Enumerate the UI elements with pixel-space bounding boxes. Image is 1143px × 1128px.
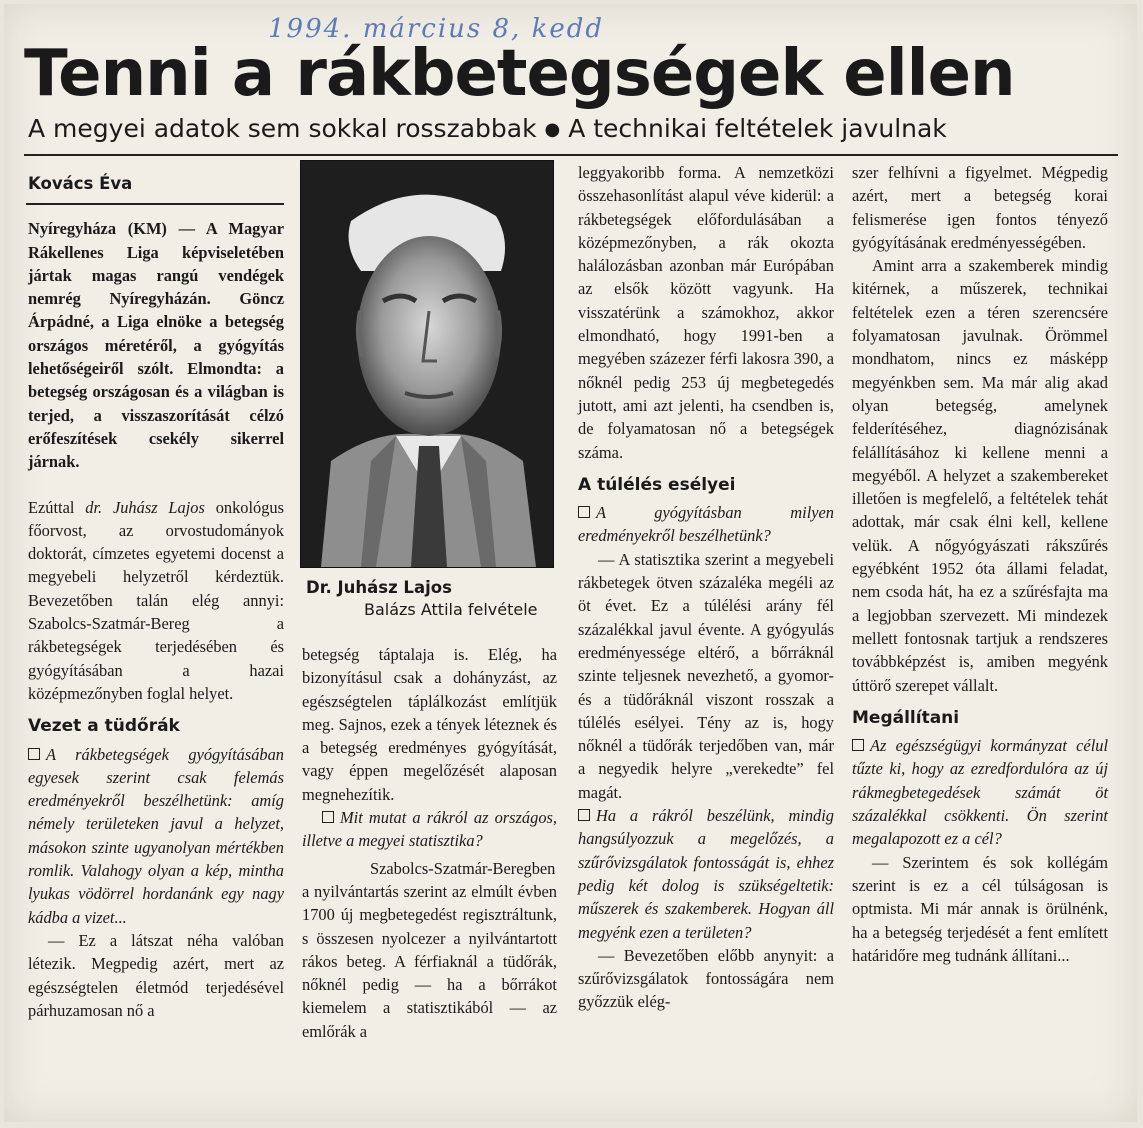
answer-4c: Amint arra a szakemberek mindig kitérnek, a műszerek, technikai feltételek ezen a téren szerencsére folyamatosan javulnak. Örömmel mondhatom, nincs ez másképp megyénkben sem. Ma már alig akad olyan betegség, amelynek felderítéséhez, diagnózisának felállításához ki kellene menni a megyéből. A helyzet a szakembereket illetően is megfelelő, a feltételek tehát adottak, már csak élni kell, kellene velük. A nőgyógyászati rákszűrés egyébként 1952 óta állami feladat, nem csoda hát, ha ez a szűrésfajta ma a legjobban szervezett. Mi mindezek mellett fontosnak tartjuk a rendszeres továbbképzést is, amiben megyénk úttörő szerepet vállalt. — [852, 256, 1108, 695]
portrait-image — [301, 161, 553, 567]
photo-caption-name: Dr. Juhász Lajos — [306, 578, 452, 597]
lead-paragraph: Nyíregyháza (KM) — A Magyar Rákellenes Liga képviseletében jártak magas rangú vendégek nemrég Nyíregyházán. Göncz Árpádné, a Liga elnöke a betegség országos méretéről, a gyógyítás lehetőségeiről szólt. Elmondta: a betegség országosan és a világban is terjed, a visszaszorítását célzó erőfeszítések csekély sikerrel járnak. — [28, 219, 284, 472]
section-title-1: Vezet a tüdőrák — [28, 716, 180, 737]
question-box-icon — [578, 506, 590, 518]
intro-pre: Ezúttal — [28, 497, 86, 517]
question-box-icon — [28, 748, 40, 760]
column-1 — [28, 172, 284, 1022]
column-2 — [302, 643, 557, 1043]
intro-post: onkológus főorvost, az orvostudományok doktorát, címzetes egyetemi docenst a megyebeli helyzetről kérdeztük. Bevezetőben talán elég annyi: Szabolcs-Szatmár-Bereg a rákbetegségek terjedésében és gyógyításában a hazai középmezőnyben foglal helyet. — [28, 497, 284, 703]
answer-5: — Szerintem és sok kollégám szerint is ez a cél túlságosan is optmista. Mi már annak is örülnénk, ha a betegség terjedését a fent említett határidőre meg tudnánk állítani... — [852, 852, 1108, 965]
question-2-text: Mit mutat a rákról az országos, illetve a megyei statisztika? — [302, 808, 557, 851]
question-1-text: A rákbetegségek gyógyításában egyesek szerint csak felemás eredményekről beszélhetünk: amíg némely területeken javul a helyzet, másokon szinte ugyanolyan mértékben romlik. Valahogy olyan a kép, mintha lyukas vödörrel hordanánk egy nagy kádba a vizet... — [28, 744, 284, 927]
answer-2a: Szabolcs-Szatmár-Beregben a nyilvántartás szerint az elmúlt évben 1700 új megbetegedést regisztráltunk, s összesen nyolcezer a nyilvántartott rákos beteg. A férfiaknál a tüdőrák, nőknél pedig — ha a bőrrákot kiemelem a statisztikából — az emlőrák a — [302, 858, 557, 1041]
subheadline — [28, 114, 947, 143]
intro-paragraph — [28, 496, 284, 706]
answer-2b: leggyakoribb forma. A nemzetközi összehasonlítást alapul véve kiderül: a rákbetegségek előfordulásában a középmezőnyben, a rák okozta halálozásban azonban már Európában az elsők között vagyunk. Ha visszatérünk a számokhoz, akkor elmondható, hogy 1991-ben a megyében százezer férfi lakosra 390, a nőknél pedig 253 új megbetegedés jutott, ami azt jelenti, ha csendben is, de folyamatosan nő a betegségek száma. — [578, 163, 834, 462]
question-box-icon — [852, 739, 864, 751]
column-4 — [852, 161, 1108, 967]
answer-4b: szer felhívni a figyelmet. Mégpedig azért, mert a betegség korai felismerése igen fontos tényező gyógyításának eredményességében. — [852, 163, 1108, 252]
answer-1a: — Ez a látszat néha valóban létezik. Megpedig azért, mert az egészségtelen életmód terjedésével párhuzamosan nő a — [28, 930, 284, 1020]
subheadline-part2: A technikai feltételek javulnak — [568, 114, 947, 143]
column-3 — [578, 161, 834, 1014]
top-rule — [24, 154, 1118, 156]
byline: Kovács Éva — [28, 174, 133, 193]
portrait-photo — [300, 160, 554, 568]
question-box-icon — [322, 811, 334, 823]
question-5-text: Az egészségügyi kormányzat célul tűzte ki, hogy az ezredfordulóra az új rákmegbetegedések számát öt százalékkal csökkenti. Ön szerint megalapozott ez a cél? — [852, 736, 1108, 849]
question-3 — [578, 501, 834, 548]
doctor-name: dr. Juhász Lajos — [85, 497, 205, 517]
question-3-text: A gyógyításban milyen eredményekről beszélhetünk? — [578, 503, 834, 546]
question-box-icon — [578, 809, 590, 821]
question-2 — [302, 806, 557, 853]
question-4 — [578, 804, 834, 944]
section-title-3: Megállítani — [852, 707, 960, 728]
answer-1b: betegség táptalaja is. Elég, ha bizonyításul csak a dohányzást, az egészségtelen táplálkozást említjük meg. Sajnos, ezek a tények léteznek és a betegség eredményes gyógyítását, vagy éppen megelőzését alaposan megnehezítik. — [302, 645, 557, 804]
headline: Tenni a rákbetegségek ellen — [24, 37, 1015, 111]
answer-3: — A statisztika szerint a megyebeli rákbetegek ötven százaléka megéli az öt évet. Ez a túlélési arány fél százalékkal javul évente. A gyógyulás eredményessége eltérő, a bőrráknál szinte teljesnek nevezhető, a gyomor- és a tüdőráknál viszont rosszak a túlélés esélyei. Tény az is, hogy nőknél a tüdőrák terjedőben van, már a negyedik helyre „verekedte” fel magát. — [578, 549, 834, 802]
handwritten-date: 1994. március 8, kedd — [268, 14, 605, 44]
section-title-2: A túlélés esélyei — [578, 474, 736, 495]
question-1 — [28, 743, 284, 929]
question-5 — [852, 734, 1108, 850]
answer-4a: — Bevezetőben előbb anynyit: a szűrővizsgálatok fontosságára nem győzzük elég- — [578, 945, 834, 1012]
bullet-icon: ● — [544, 119, 561, 140]
photo-caption-credit: Balázs Attila felvétele — [364, 600, 538, 619]
subheadline-part1: A megyei adatok sem sokkal rosszabbak — [28, 114, 537, 143]
question-4-text: Ha a rákról beszélünk, mindig hangsúlyozzuk a megelőzés, a szűrővizsgálatok fontosságát is, ehhez pedig két dolog is szükségeltetik: műszerek és szakemberek. Hogyan áll megyénk ezen a területen? — [578, 806, 834, 942]
